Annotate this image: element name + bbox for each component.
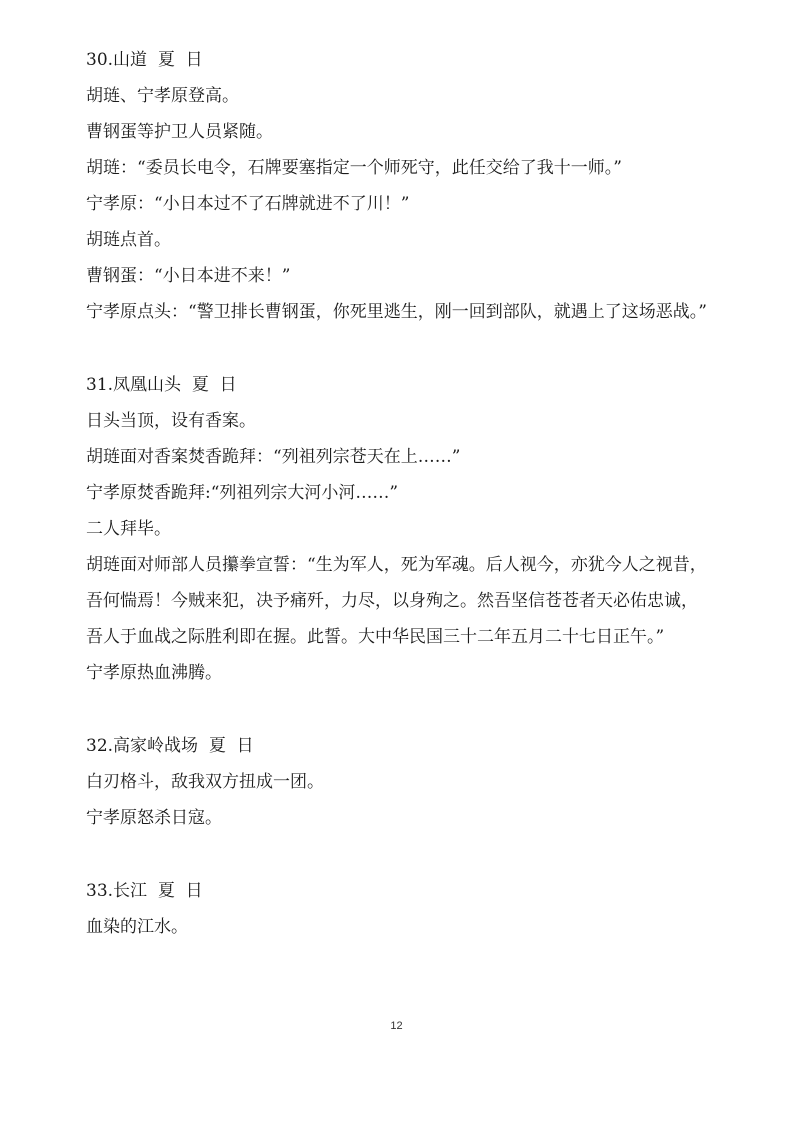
scene-heading: 32.高家岭战场 夏 日	[86, 736, 254, 756]
scene-31	[86, 367, 708, 691]
script-line: 宁孝原焚香跪拜:“列祖列宗大河小河……”	[86, 483, 399, 503]
scene-32	[86, 728, 708, 836]
script-line: 二人拜毕。	[86, 519, 171, 539]
script-line: 曹钢蛋等护卫人员紧随。	[86, 122, 273, 142]
scene-heading: 31.凤凰山头 夏 日	[86, 375, 237, 395]
script-line: 胡琏面对师部人员攥拳宣誓：“生为军人，死为军魂。后人视今，亦犹今人之视昔，吾何惴焉！今贼来犯，决予痛歼，力尽，以身殉之。然吾坚信苍苍者天必佑忠诚，吾人于血战之际胜利即在握。此誓。大中华民国三十二年五月二十七日正午。”	[86, 555, 707, 647]
scene-heading: 33.长江 夏 日	[86, 881, 203, 901]
scene-33	[86, 873, 708, 945]
script-line: 白刃格斗，敌我双方扭成一团。	[86, 772, 324, 792]
script-content	[86, 42, 708, 982]
script-line: 曹钢蛋：“小日本进不来！”	[86, 266, 291, 286]
script-line: 宁孝原点头：“警卫排长曹钢蛋，你死里逃生，刚一回到部队，就遇上了这场恶战。”	[86, 302, 707, 322]
scene-heading: 30.山道 夏 日	[86, 50, 203, 70]
script-line: 日头当顶，设有香案。	[86, 411, 256, 431]
script-line: 宁孝原：“小日本过不了石牌就进不了川！”	[86, 194, 410, 214]
script-line: 胡琏：“委员长电令，石牌要塞指定一个师死守，此任交给了我十一师。”	[86, 158, 622, 178]
script-line: 胡琏、宁孝原登高。	[86, 86, 239, 106]
page-number: 12	[390, 1020, 403, 1032]
script-line: 胡琏点首。	[86, 230, 171, 250]
script-line: 胡琏面对香案焚香跪拜：“列祖列宗苍天在上……”	[86, 447, 461, 467]
script-line: 血染的江水。	[86, 917, 188, 937]
script-line: 宁孝原热血沸腾。	[86, 663, 222, 683]
script-line: 宁孝原怒杀日寇。	[86, 808, 222, 828]
scene-30	[86, 42, 708, 330]
